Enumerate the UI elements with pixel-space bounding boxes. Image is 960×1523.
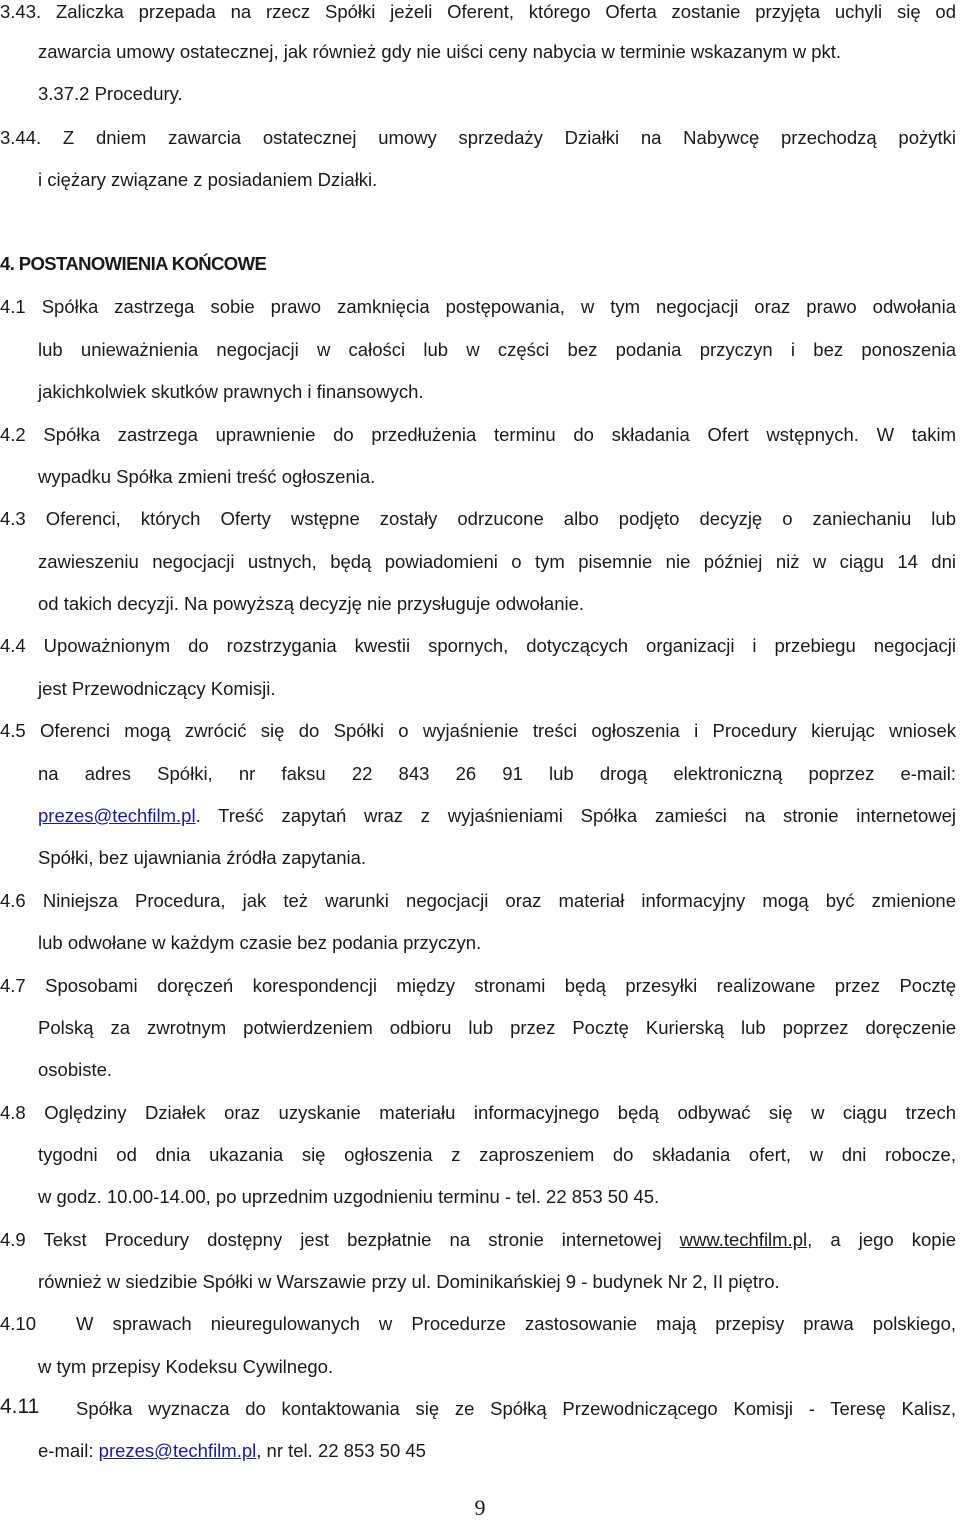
text-line [38, 1439, 426, 1463]
text-line [38, 804, 956, 828]
text-line: Polską za zwrotnym potwierdzeniem odbioru lub przez Pocztę Kurierską lub poprzez doręczenie [38, 1017, 956, 1038]
text-line: również w siedzibie Spółki w Warszawie przy ul. Dominikańskiej 9 - budynek Nr 2, II piętro. [38, 1271, 780, 1292]
text-line: na adres Spółki, nr faksu 22 843 26 91 lub drogą elektroniczną poprzez e-mail: [38, 763, 956, 784]
section-heading: 4. POSTANOWIENIA KOŃCOWE [0, 253, 267, 274]
text-line: w godz. 10.00-14.00, po uprzednim uzgodnieniu terminu - tel. 22 853 50 45. [38, 1186, 660, 1207]
text-line: lub odwołane w każdym czasie bez podania przyczyn. [38, 932, 482, 953]
text-line: jest Przewodniczący Komisji. [38, 678, 276, 699]
website-link[interactable]: www.techfilm.pl [679, 1229, 808, 1250]
text-line: 4.8 Oględziny Działek oraz uzyskanie materiału informacyjnego będą odbywać się w ciągu trzech [0, 1102, 956, 1123]
page-number: 9 [474, 1495, 486, 1520]
text-line: lub unieważnienia negocjacji w całości lub w części bez podania przyczyn i bez ponoszenia [38, 339, 956, 360]
text-span: . Treść zapytań wraz z wyjaśnieniami Spółka zamieści na stronie internetowej [195, 805, 956, 826]
text-span: , nr tel. 22 853 50 45 [256, 1440, 426, 1461]
text-line: 3.37.2 Procedury. [38, 83, 183, 104]
email-link[interactable]: prezes@techfilm.pl [98, 1440, 257, 1461]
text-line: 4.2 Spółka zastrzega uprawnienie do przedłużenia terminu do składania Ofert wstępnych. W takim [0, 424, 956, 445]
text-line: tygodni od dnia ukazania się ogłoszenia z zaproszeniem do składania ofert, w dni robocze, [38, 1144, 956, 1165]
text-line: 4.6 Niniejsza Procedura, jak też warunki negocjacji oraz materiał informacyjny mogą być zmienione [0, 890, 956, 911]
text-line: jakichkolwiek skutków prawnych i finansowych. [38, 381, 424, 402]
text-span: e-mail: [38, 1440, 99, 1461]
text-line [0, 1228, 956, 1252]
text-line: od takich decyzji. Na powyższą decyzję nie przysługuje odwołanie. [38, 593, 585, 614]
text-line: w tym przepisy Kodeksu Cywilnego. [38, 1356, 334, 1377]
text-line: W sprawach nieuregulowanych w Procedurze zastosowanie mają przepisy prawa polskiego, [76, 1313, 956, 1334]
paragraph-number: 4.10 [0, 1313, 37, 1334]
text-line: zawieszeniu negocjacji ustnych, będą powiadomieni o tym pisemnie nie później niż w ciągu 14 dni [38, 551, 956, 572]
text-line: Spółka wyznacza do kontaktowania się ze Spółką Przewodniczącego Komisji - Teresę Kalisz, [76, 1398, 956, 1419]
text-line: 4.1 Spółka zastrzega sobie prawo zamknięcia postępowania, w tym negocjacji oraz prawo odwołania [0, 296, 956, 317]
text-line: 4.5 Oferenci mogą zwrócić się do Spółki o wyjaśnienie treści ogłoszenia i Procedury kierując wniosek [0, 720, 956, 741]
text-line: wypadku Spółka zmieni treść ogłoszenia. [38, 466, 376, 487]
text-span: , a jego kopie [807, 1229, 956, 1250]
text-line: 4.3 Oferenci, których Oferty wstępne zostały odrzucone albo podjęto decyzję o zaniechaniu lub [0, 508, 956, 529]
text-line: 3.44. Z dniem zawarcia ostatecznej umowy sprzedaży Działki na Nabywcę przechodzą pożytki [0, 127, 956, 148]
text-line: i ciężary związane z posiadaniem Działki. [38, 169, 378, 190]
text-span: 4.9 Tekst Procedury dostępny jest bezpłatnie na stronie internetowej [0, 1229, 680, 1250]
email-link[interactable]: prezes@techfilm.pl [38, 805, 196, 826]
paragraph-number: 4.11 [0, 1395, 40, 1418]
text-line: Spółki, bez ujawniania źródła zapytania. [38, 847, 367, 868]
text-line: 4.4 Upoważnionym do rozstrzygania kwestii spornych, dotyczących organizacji i przebiegu negocjacji [0, 635, 956, 656]
text-line: 4.7 Sposobami doręczeń korespondencji między stronami będą przesyłki realizowane przez Pocztę [0, 975, 956, 996]
text-line: zawarcia umowy ostatecznej, jak również gdy nie uiści ceny nabycia w terminie wskazanym w pkt. [38, 41, 842, 62]
text-line: 3.43. Zaliczka przepada na rzecz Spółki jeżeli Oferent, którego Oferta zostanie przyjęta uchyli się od [0, 1, 956, 22]
text-line: osobiste. [38, 1059, 113, 1080]
